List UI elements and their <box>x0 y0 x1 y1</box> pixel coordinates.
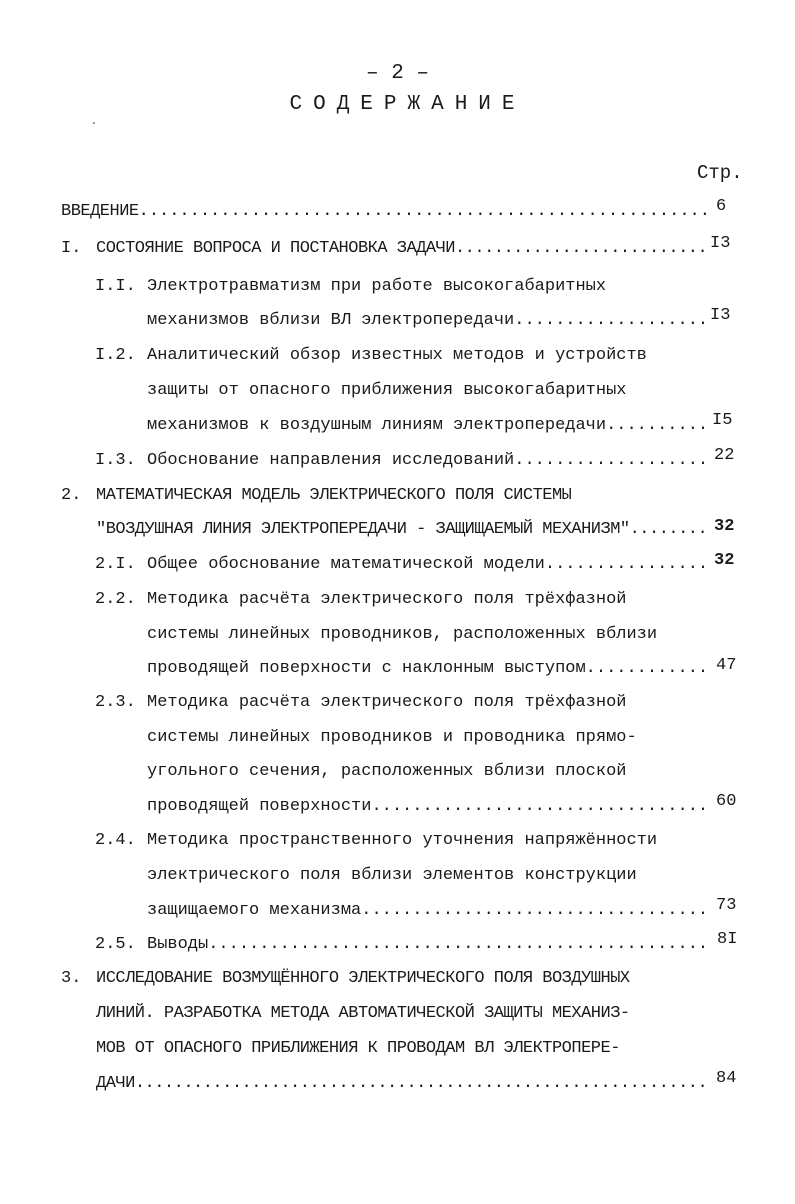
toc-entry-line: Методика расчёта электрического поля трёхфазной <box>147 590 627 609</box>
toc-entry-chapter-3 <box>96 1073 711 1095</box>
toc-entry-page: 32 <box>714 551 735 570</box>
toc-entry-title: Выводы <box>147 935 209 954</box>
toc-leader-dots <box>135 1073 711 1095</box>
scan-speck <box>93 122 95 124</box>
toc-entry-title: проводящей поверхности <box>147 797 372 816</box>
toc-entry-introduction <box>61 201 711 223</box>
toc-entry-title: СОСТОЯНИЕ ВОПРОСА И ПОСТАНОВКА ЗАДАЧИ <box>96 239 455 258</box>
toc-entry-number: 2.5. <box>95 935 136 954</box>
toc-entry-line: системы линейных проводников, расположенных вблизи <box>147 625 658 644</box>
toc-leader-dots <box>371 796 711 818</box>
toc-leader-dots <box>586 658 711 680</box>
toc-leader-dots <box>139 201 711 223</box>
toc-entry-line: системы линейных проводников и проводника прямо- <box>147 728 637 747</box>
toc-entry-title: ДАЧИ <box>96 1074 135 1093</box>
toc-entry-number: 2. <box>61 486 82 505</box>
toc-entry-title: ВВЕДЕНИЕ <box>61 202 139 221</box>
toc-entry-page: 84 <box>716 1069 737 1088</box>
toc-entry-page: I3 <box>710 234 731 253</box>
toc-entry-section-2-1 <box>147 554 711 576</box>
toc-leader-dots <box>361 900 711 922</box>
toc-entry-number: I.2. <box>95 346 136 365</box>
toc-entry-chapter-1 <box>96 238 711 260</box>
page-column-label: Стр. <box>697 162 743 184</box>
toc-entry-page: 6 <box>716 197 727 216</box>
toc-entry-page: 8I <box>717 930 738 949</box>
toc-entry-title: "ВОЗДУШНАЯ ЛИНИЯ ЭЛЕКТРОПЕРЕДАЧИ - ЗАЩИЩАЕМЫЙ МЕХАНИЗМ" <box>96 520 630 539</box>
toc-entry-line: МОВ ОТ ОПАСНОГО ПРИБЛИЖЕНИЯ К ПРОВОДАМ ВЛ ЭЛЕКТРОПЕРЕ- <box>96 1039 620 1058</box>
page-title: СОДЕРЖАНИЕ <box>289 93 526 116</box>
toc-entry-number: I.I. <box>95 277 136 296</box>
toc-entry-section-1-1 <box>147 310 711 332</box>
toc-entry-section-2-3 <box>147 796 711 818</box>
toc-leader-dots <box>208 934 711 956</box>
toc-entry-line: Электротравматизм при работе высокогабаритных <box>147 277 607 296</box>
toc-leader-dots <box>514 450 711 472</box>
toc-entry-number: I.3. <box>95 451 136 470</box>
toc-entry-line: защиты от опасного приближения высокогабаритных <box>147 381 627 400</box>
toc-entry-page: I5 <box>712 411 733 430</box>
toc-leader-dots <box>455 238 711 260</box>
toc-entry-title: механизмов к воздушным линиям электропередачи <box>147 416 607 435</box>
toc-entry-section-1-2 <box>147 415 711 437</box>
toc-entry-title: проводящей поверхности с наклонным выступом <box>147 659 586 678</box>
toc-entry-page: 73 <box>716 896 737 915</box>
toc-entry-line: Методика расчёта электрического поля трёхфазной <box>147 693 627 712</box>
toc-entry-section-2-2 <box>147 658 711 680</box>
toc-entry-line: ЛИНИЙ. РАЗРАБОТКА МЕТОДА АВТОМАТИЧЕСКОЙ ЗАЩИТЫ МЕХАНИЗ- <box>96 1004 630 1023</box>
toc-entry-section-1-3 <box>147 450 711 472</box>
toc-entry-line: электрического поля вблизи элементов конструкции <box>147 866 637 885</box>
toc-entry-line: Аналитический обзор известных методов и устройств <box>147 346 647 365</box>
toc-leader-dots <box>606 415 711 437</box>
toc-entry-number: 2.I. <box>95 555 136 574</box>
toc-entry-chapter-2 <box>96 519 711 541</box>
toc-entry-line: угольного сечения, расположенных вблизи плоской <box>147 762 627 781</box>
toc-entry-number: 2.4. <box>95 831 136 850</box>
toc-leader-dots <box>630 519 711 541</box>
toc-leader-dots <box>514 310 711 332</box>
toc-entry-title: Общее обоснование математической модели <box>147 555 545 574</box>
toc-entry-line: МАТЕМАТИЧЕСКАЯ МОДЕЛЬ ЭЛЕКТРИЧЕСКОГО ПОЛЯ СИСТЕМЫ <box>96 486 572 505</box>
toc-entry-line: Методика пространственного уточнения напряжённости <box>147 831 658 850</box>
toc-entry-title: защищаемого механизма <box>147 901 362 920</box>
toc-entry-page: 22 <box>714 446 735 465</box>
page-number: – 2 – <box>365 62 429 85</box>
toc-entry-page: 47 <box>716 656 737 675</box>
toc-entry-number: 2.2. <box>95 590 136 609</box>
toc-entry-page: 32 <box>714 517 735 536</box>
toc-entry-title: Обоснование направления исследований <box>147 451 515 470</box>
toc-entry-section-2-5 <box>147 934 711 956</box>
toc-entry-line: ИССЛЕДОВАНИЕ ВОЗМУЩЁННОГО ЭЛЕКТРИЧЕСКОГО ПОЛЯ ВОЗДУШНЫХ <box>96 969 630 988</box>
toc-entry-number: I. <box>61 239 82 258</box>
toc-entry-number: 2.3. <box>95 693 136 712</box>
toc-entry-page: 60 <box>716 792 737 811</box>
toc-leader-dots <box>545 554 711 576</box>
toc-entry-section-2-4 <box>147 900 711 922</box>
toc-entry-number: 3. <box>61 969 82 988</box>
toc-entry-page: I3 <box>710 306 731 325</box>
toc-entry-title: механизмов вблизи ВЛ электропередачи <box>147 311 515 330</box>
